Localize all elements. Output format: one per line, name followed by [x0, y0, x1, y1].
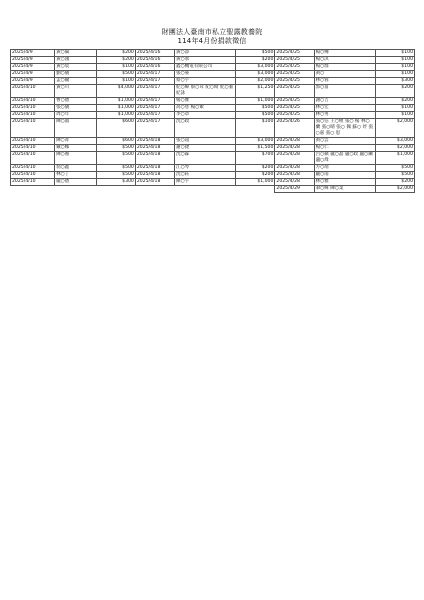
donation-donor-cell: 林○男	[314, 112, 375, 119]
donation-date-cell: 2025/4/25	[275, 112, 314, 119]
donation-date-cell: 2025/4/18	[135, 172, 174, 179]
donation-donor-cell: 張○超	[175, 138, 236, 145]
donation-date-cell: 2025/4/25	[275, 57, 314, 64]
table-row	[11, 98, 415, 105]
donation-donor-cell: 沈○霖	[175, 152, 236, 165]
table-row	[11, 64, 415, 71]
table-row	[11, 138, 415, 145]
donation-donor-cell: 林○蓉	[314, 78, 375, 85]
table-row	[11, 152, 415, 165]
donation-donor-cell	[55, 186, 97, 193]
donation-amount-cell: $200	[96, 57, 135, 64]
donation-amount-cell: $200	[96, 50, 135, 57]
donation-amount-cell: $500	[236, 50, 275, 57]
donation-donor-cell: 紀○緯 蔡○茸 紀○綺 紀○蓁 紀詠	[175, 85, 236, 98]
donation-donor-cell: 楊○淇	[314, 57, 375, 64]
donation-donor-cell: 黃○宸	[55, 64, 97, 71]
donation-amount-cell: $1,000	[236, 98, 275, 105]
donation-date-cell	[135, 186, 174, 193]
donation-date-cell: 2025/4/9	[11, 57, 55, 64]
donation-amount-cell: $1,000	[96, 112, 135, 119]
donation-amount-cell: $500	[96, 71, 135, 78]
document-header	[0, 28, 424, 46]
donation-table	[10, 49, 415, 193]
donation-amount-cell: $700	[236, 152, 275, 165]
donation-date-cell: 2025/4/10	[11, 145, 55, 152]
table-row	[11, 78, 415, 85]
donation-donor-cell: 江○琴	[175, 165, 236, 172]
donation-date-cell: 2025/4/25	[275, 64, 314, 71]
table-row	[11, 172, 415, 179]
donation-date-cell: 2025/4/28	[275, 165, 314, 172]
donation-amount-cell: $100	[96, 64, 135, 71]
donation-donor-cell: 楊○群	[314, 64, 375, 71]
document-subtitle: 114年4月份捐款徵信	[177, 37, 247, 45]
donation-amount-cell: $200	[375, 85, 414, 98]
donation-donor-cell: 高○慈 楊○縈	[175, 105, 236, 112]
table-row	[11, 145, 415, 152]
donation-date-cell: 2025/4/9	[11, 71, 55, 78]
donation-date-cell: 2025/4/10	[11, 165, 55, 172]
donation-donor-cell: 林○宏	[314, 105, 375, 112]
donation-amount-cell: $2,000	[375, 119, 414, 138]
donation-date-cell: 2025/4/9	[11, 78, 55, 85]
donation-date-cell: 2025/4/9	[11, 64, 55, 71]
donation-amount-cell: $500	[236, 112, 275, 119]
donation-donor-cell: 黃○	[314, 71, 375, 78]
donation-donor-cell: 黃○添	[175, 50, 236, 57]
donation-donor-cell: 楊○雅	[175, 98, 236, 105]
donation-date-cell: 2025/4/29	[275, 186, 314, 193]
donation-date-cell: 2025/4/26	[275, 119, 314, 138]
donation-amount-cell: $600	[96, 119, 135, 138]
donation-date-cell	[11, 186, 55, 193]
donation-amount-cell: $500	[96, 165, 135, 172]
donation-donor-cell: 孟○毓	[55, 78, 97, 85]
donation-date-cell: 2025/4/25	[275, 50, 314, 57]
donation-date-cell: 2025/4/17	[135, 98, 174, 105]
donation-date-cell: 2025/4/16	[135, 50, 174, 57]
table-row	[11, 119, 415, 138]
donation-amount-cell: $1,000	[236, 179, 275, 186]
donation-amount-cell	[236, 186, 275, 193]
donation-date-cell: 2025/4/28	[275, 138, 314, 145]
donation-date-cell: 2025/4/18	[135, 145, 174, 152]
donation-amount-cell: $200	[375, 98, 414, 105]
donation-amount-cell: $300	[375, 78, 414, 85]
donation-donor-cell: 陳○養	[55, 152, 97, 165]
table-row	[11, 165, 415, 172]
table-row	[11, 186, 415, 193]
donation-amount-cell: $600	[96, 138, 135, 145]
donation-amount-cell: $100	[375, 71, 414, 78]
table-row	[11, 71, 415, 78]
donation-donor-cell: 李○章	[175, 112, 236, 119]
donation-donor-cell: 陳○淑	[55, 119, 97, 138]
donation-donor-cell: 筆○緯 陳○業	[314, 186, 375, 193]
donation-amount-cell: $100	[375, 50, 414, 57]
donation-amount-cell: $500	[375, 165, 414, 172]
donation-amount-cell: $1,000	[96, 105, 135, 112]
donation-amount-cell: $500	[96, 172, 135, 179]
donation-donor-cell: 鑫○機電有限公司	[175, 64, 236, 71]
donation-donor-cell: 黃○承	[175, 57, 236, 64]
table-row	[11, 57, 415, 64]
table-row	[11, 112, 415, 119]
table-row	[11, 105, 415, 112]
donation-date-cell: 2025/4/10	[11, 85, 55, 98]
donation-amount-cell: $100	[375, 112, 414, 119]
donation-date-cell: 2025/4/10	[11, 172, 55, 179]
donation-amount-cell: $200	[236, 57, 275, 64]
donation-date-cell: 2025/4/17	[135, 85, 174, 98]
donation-donor-cell: 楊○傳	[314, 50, 375, 57]
donation-date-cell: 2025/4/9	[11, 50, 55, 57]
donation-donor-cell: 呂○蘋 盧○晶 盧○政 盧○鋼 盧○烽	[314, 152, 375, 165]
donation-donor-cell: 黃○倫	[55, 50, 97, 57]
donation-date-cell: 2025/4/28	[275, 145, 314, 152]
donation-date-cell: 2025/4/25	[275, 71, 314, 78]
donation-date-cell: 2025/4/25	[275, 98, 314, 105]
donation-date-cell: 2025/4/10	[11, 119, 55, 138]
donation-date-cell: 2025/4/25	[275, 85, 314, 98]
donation-amount-cell: $300	[96, 179, 135, 186]
document-title: 財團法人臺南市私立聖露教養院	[161, 28, 263, 36]
donation-amount-cell: $1,500	[236, 145, 275, 152]
donation-donor-cell: 黃○川	[55, 85, 97, 98]
donation-donor-cell: 張○豪	[175, 71, 236, 78]
donation-date-cell: 2025/4/10	[11, 98, 55, 105]
donation-table-body	[11, 50, 415, 193]
donation-date-cell: 2025/4/17	[135, 112, 174, 119]
donation-date-cell: 2025/4/16	[135, 57, 174, 64]
donation-amount-cell: $3,000	[375, 138, 414, 145]
donation-amount-cell: $100	[375, 105, 414, 112]
donation-donor-cell	[175, 186, 236, 193]
donation-amount-cell: $3,000	[236, 138, 275, 145]
table-row	[11, 179, 415, 186]
donation-date-cell: 2025/4/18	[135, 152, 174, 165]
donation-date-cell: 2025/4/10	[11, 112, 55, 119]
donation-amount-cell: $1,250	[236, 85, 275, 98]
donation-donor-cell: 林○雅	[314, 179, 375, 186]
donation-amount-cell: $3,000	[236, 64, 275, 71]
donation-date-cell: 2025/4/10	[11, 152, 55, 165]
donation-donor-cell: 蔡○宇	[175, 78, 236, 85]
donation-amount-cell: $100	[375, 57, 414, 64]
donation-amount-cell: $500	[96, 152, 135, 165]
donation-donor-cell: 林○丁	[55, 172, 97, 179]
donation-date-cell: 2025/4/10	[11, 105, 55, 112]
donation-donor-cell: 楊○仁	[314, 145, 375, 152]
donation-date-cell: 2025/4/18	[135, 138, 174, 145]
donation-amount-cell: $3,000	[236, 71, 275, 78]
donation-donor-cell: 方○靖	[314, 165, 375, 172]
donation-amount-cell: $2,000	[375, 145, 414, 152]
donation-donor-cell: 沈○鈺	[175, 172, 236, 179]
donation-amount-cell: $500	[375, 172, 414, 179]
donation-amount-cell: $500	[236, 105, 275, 112]
donation-donor-cell: 張○儀	[55, 105, 97, 112]
donation-donor-cell: 曹○德	[55, 98, 97, 105]
donation-amount-cell: $200	[375, 179, 414, 186]
donation-date-cell: 2025/4/18	[135, 179, 174, 186]
donation-donor-cell: 龐○南	[314, 172, 375, 179]
donation-date-cell: 2025/4/25	[275, 105, 314, 112]
donation-donor-cell: 戴○娜	[55, 145, 97, 152]
donation-amount-cell: $100	[375, 64, 414, 71]
donation-date-cell: 2025/4/16	[135, 64, 174, 71]
table-row	[11, 85, 415, 98]
donation-donor-cell: 沈○政	[175, 119, 236, 138]
donation-amount-cell	[96, 186, 135, 193]
donation-date-cell: 2025/4/28	[275, 152, 314, 165]
donation-date-cell: 2025/4/10	[11, 179, 55, 186]
donation-date-cell: 2025/4/17	[135, 119, 174, 138]
donation-amount-cell: $2,000	[236, 78, 275, 85]
donation-amount-cell: $1,000	[375, 152, 414, 165]
donation-date-cell: 2025/4/18	[135, 165, 174, 172]
donation-date-cell: 2025/4/17	[135, 71, 174, 78]
donation-date-cell: 2025/4/25	[275, 78, 314, 85]
donation-donor-cell: 郭○富	[314, 85, 375, 98]
donation-amount-cell: $200	[236, 165, 275, 172]
donation-amount-cell: $100	[96, 78, 135, 85]
donation-date-cell: 2025/4/28	[275, 172, 314, 179]
donation-date-cell: 2025/4/10	[11, 138, 55, 145]
donation-donor-cell: 張○信 王○楨 張○ 楊 林○蘭 張○晴 張○ 佩 蘇○ 妤 張○嘉 張○ 思	[314, 119, 375, 138]
donation-amount-cell: $200	[236, 172, 275, 179]
donation-amount-cell: $1,000	[96, 98, 135, 105]
donation-amount-cell: $2,000	[375, 186, 414, 193]
donation-amount-cell: $4,000	[96, 85, 135, 98]
donation-date-cell: 2025/4/17	[135, 78, 174, 85]
donation-donor-cell: 黃○鴻	[55, 57, 97, 64]
donation-amount-cell: $100	[236, 119, 275, 138]
donation-donor-cell: 龐○德	[55, 179, 97, 186]
donation-donor-cell: 劉○儀	[55, 71, 97, 78]
donation-donor-cell: 謝○捷	[175, 145, 236, 152]
donation-donor-cell: 陳○菁	[55, 138, 97, 145]
donation-date-cell: 2025/4/17	[135, 105, 174, 112]
donation-date-cell: 2025/4/28	[275, 179, 314, 186]
donation-donor-cell: 謝○吉	[314, 98, 375, 105]
donation-donor-cell: 陳○宇	[175, 179, 236, 186]
donation-donor-cell: 周○年	[55, 112, 97, 119]
donation-donor-cell: 黃○雲	[314, 138, 375, 145]
donation-donor-cell: 翁○鑫	[55, 165, 97, 172]
table-row	[11, 50, 415, 57]
donation-amount-cell: $500	[96, 145, 135, 152]
